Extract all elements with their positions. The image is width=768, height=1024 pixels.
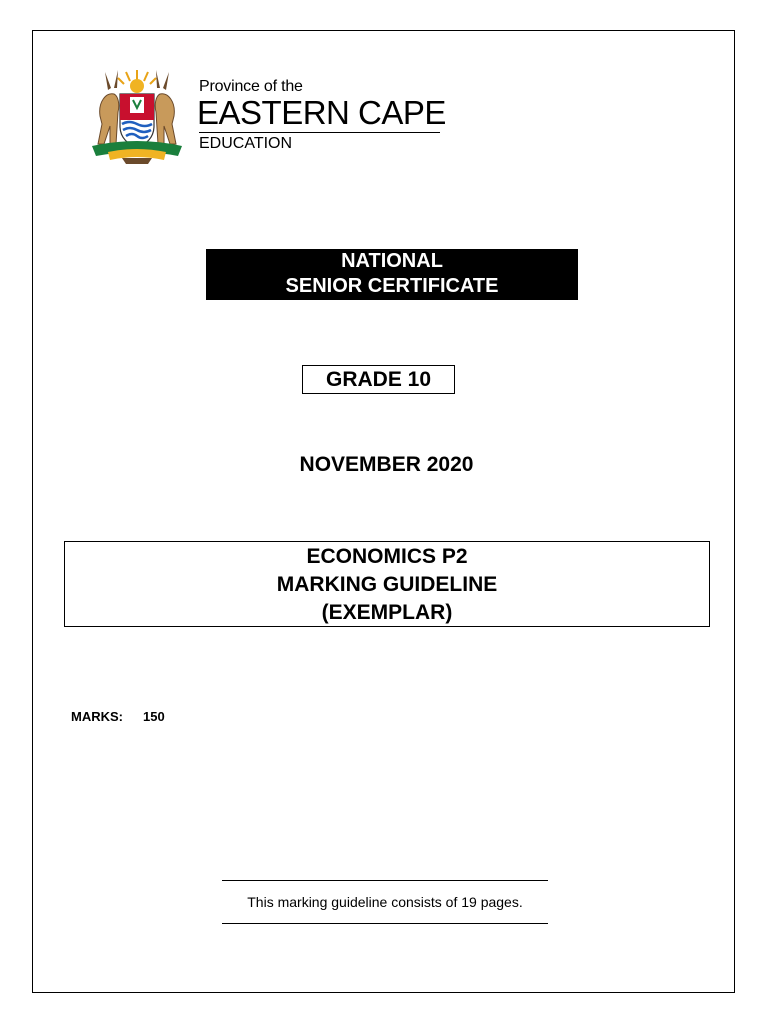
marks-label: MARKS: xyxy=(71,709,123,724)
exam-date: NOVEMBER 2020 xyxy=(299,453,474,476)
certificate-banner xyxy=(206,249,578,300)
banner-line-2: SENIOR CERTIFICATE xyxy=(285,275,499,297)
logo-province-text: Province of the xyxy=(199,78,303,95)
page-count-note: This marking guideline consists of 19 pages. xyxy=(222,880,548,924)
logo-department-text: EDUCATION xyxy=(199,135,293,152)
document-type: MARKING GUIDELINE xyxy=(276,573,498,596)
subject-box xyxy=(64,541,710,627)
document-variant: (EXEMPLAR) xyxy=(321,601,453,624)
subject-title: ECONOMICS P2 xyxy=(306,545,468,568)
grade-label: GRADE 10 xyxy=(302,365,455,394)
marks-total xyxy=(71,709,165,724)
eastern-cape-coat-of-arms-icon xyxy=(78,64,196,166)
banner-line-1: NATIONAL xyxy=(341,250,443,272)
department-logo xyxy=(78,64,448,166)
logo-divider xyxy=(199,132,440,133)
marks-value: 150 xyxy=(143,709,165,724)
page-border xyxy=(32,30,735,993)
logo-province-name: EASTERN CAPE xyxy=(197,94,446,131)
